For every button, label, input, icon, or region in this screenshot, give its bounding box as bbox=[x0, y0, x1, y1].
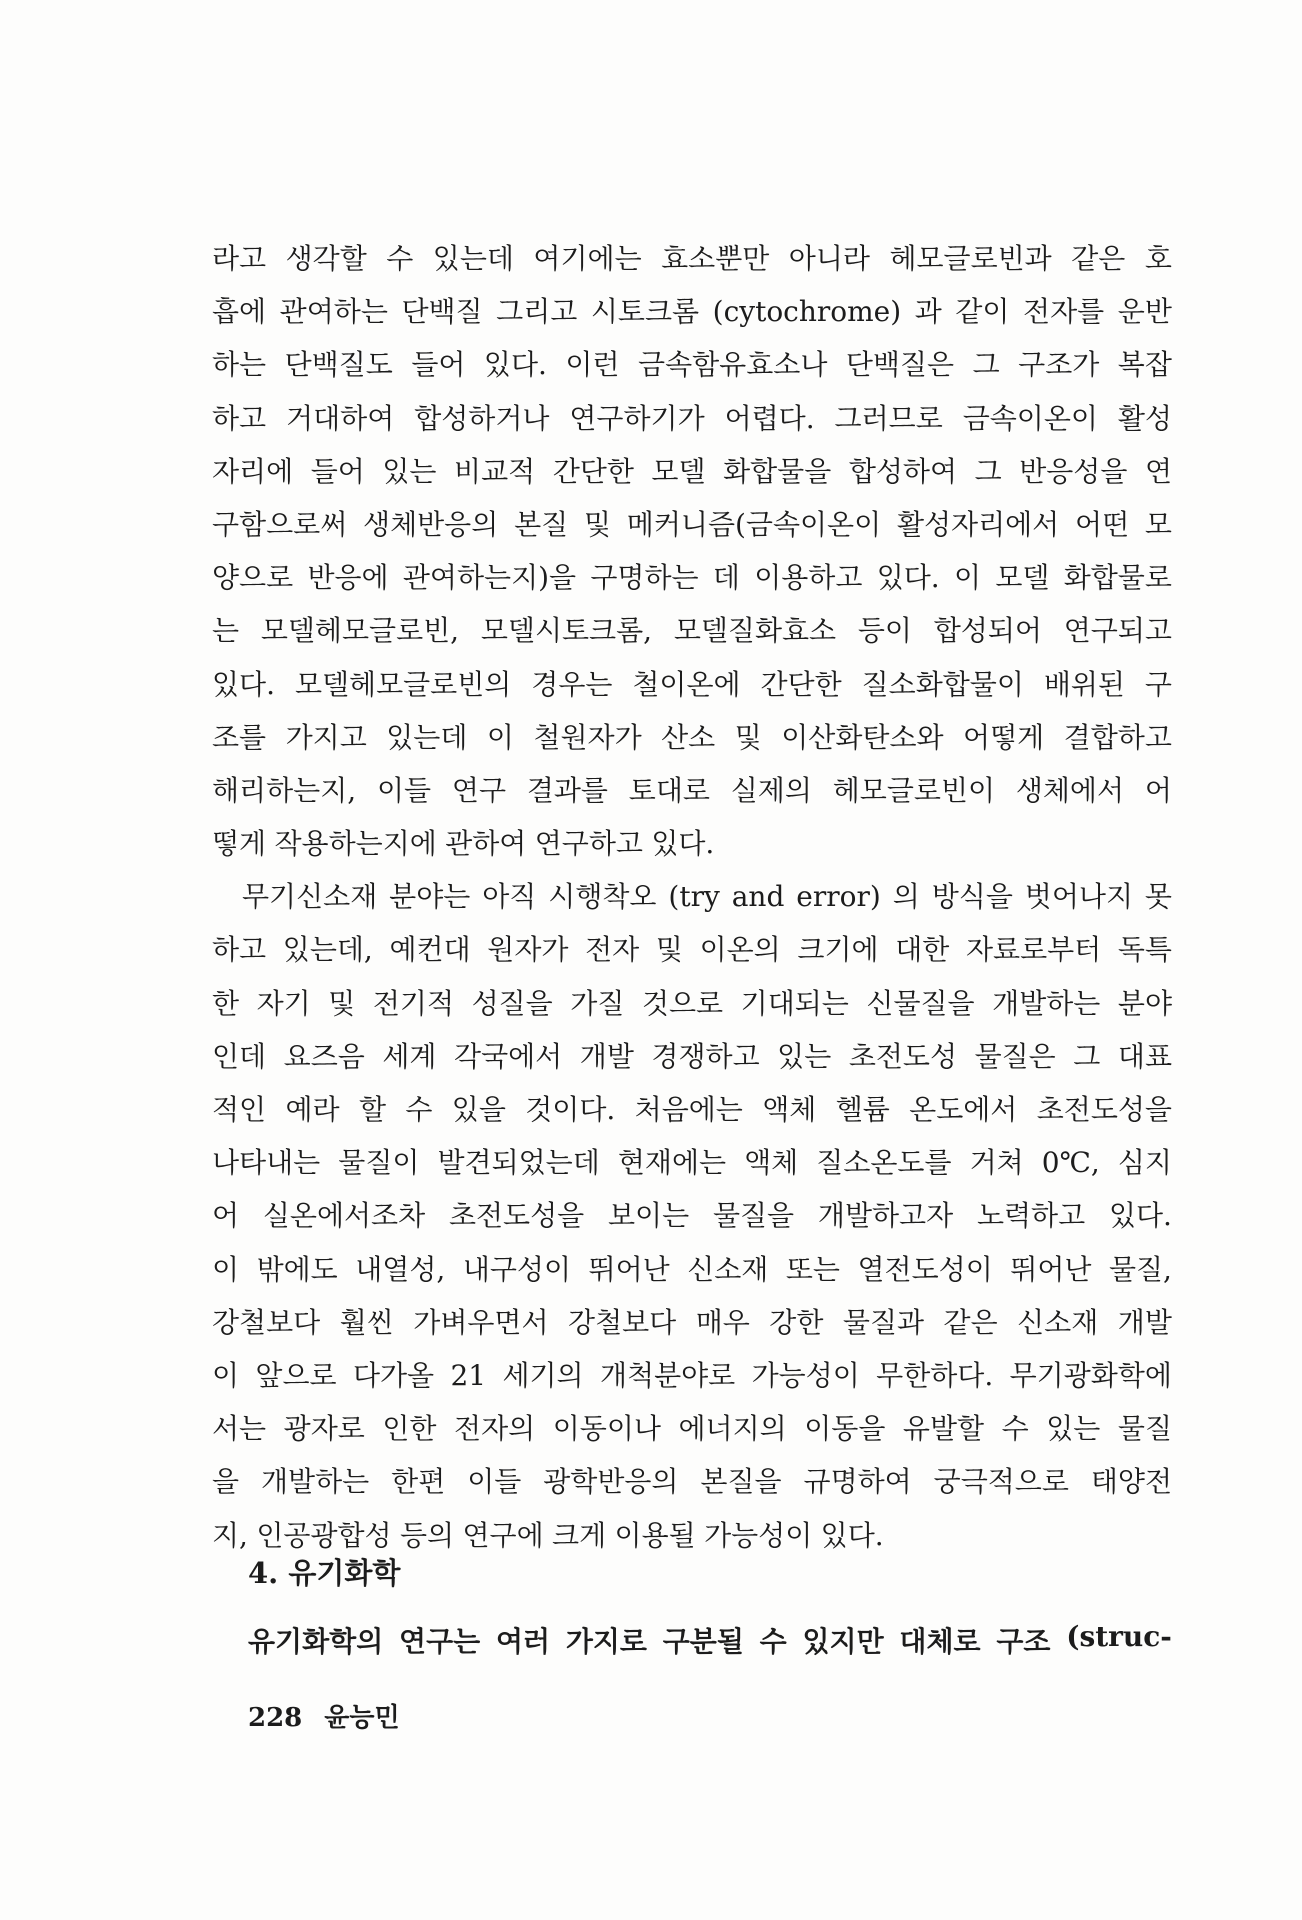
page-footer bbox=[248, 1697, 400, 1734]
paragraph-1-line: 조를 가지고 있는데 이 철원자가 산소 및 이산화탄소와 어떻게 결합하고 bbox=[212, 720, 1172, 754]
paragraph-1-line: 구함으로써 생체반응의 본질 및 메커니즘(금속이온이 활성자리에서 어떤 모 bbox=[212, 507, 1172, 541]
paragraph-1-line: 떻게 작용하는지에 관하여 연구하고 있다. bbox=[212, 827, 715, 861]
paragraph-2-line: 서는 광자로 인한 전자의 이동이나 에너지의 이동을 유발할 수 있는 물질 bbox=[212, 1412, 1172, 1446]
body-text bbox=[212, 232, 1172, 1562]
paragraph-2-line: 이 밖에도 내열성, 내구성이 뛰어난 신소재 또는 열전도성이 뛰어난 물질, bbox=[212, 1252, 1172, 1286]
paragraph-2-line: 어 실온에서조차 초전도성을 보이는 물질을 개발하고자 노력하고 있다. bbox=[212, 1199, 1172, 1233]
paragraph-1-line: 해리하는지, 이들 연구 결과를 토대로 실제의 헤모글로빈이 생체에서 어 bbox=[212, 773, 1172, 807]
author-name: 윤능민 bbox=[324, 1703, 400, 1733]
paragraph-2-line: 강철보다 훨씬 가벼우면서 강철보다 매우 강한 물질과 같은 신소재 개발 bbox=[212, 1305, 1172, 1339]
section-heading: 4. 유기화학 bbox=[248, 1556, 401, 1590]
paragraph-2-line: 인데 요즈음 세계 각국에서 개발 경쟁하고 있는 초전도성 물질은 그 대표 bbox=[212, 1039, 1172, 1073]
paragraph-1-line: 양으로 반응에 관여하는지)을 구명하는 데 이용하고 있다. 이 모델 화합물로 bbox=[212, 561, 1172, 595]
paragraph-2-line: 이 앞으로 다가올 21 세기의 개척분야로 가능성이 무한하다. 무기광화학에 bbox=[212, 1358, 1172, 1392]
section-first-line: 유기화학의 연구는 여러 가지로 구분될 수 있지만 대체로 구조 (struc- bbox=[248, 1620, 1172, 1658]
paragraph-1-line: 하고 거대하여 합성하거나 연구하기가 어렵다. 그러므로 금속이온이 활성 bbox=[212, 401, 1172, 435]
paragraph-2-line: 나타내는 물질이 발견되었는데 현재에는 액체 질소온도를 거쳐 0℃, 심지 bbox=[212, 1146, 1172, 1180]
paragraph-1-line: 하는 단백질도 들어 있다. 이런 금속함유효소나 단백질은 그 구조가 복잡 bbox=[212, 348, 1172, 382]
paragraph-1-line: 있다. 모델헤모글로빈의 경우는 철이온에 간단한 질소화합물이 배위된 구 bbox=[212, 667, 1172, 701]
paragraph-2-line: 한 자기 및 전기적 성질을 가질 것으로 기대되는 신물질을 개발하는 분야 bbox=[212, 986, 1172, 1020]
paragraph-1-line: 흡에 관여하는 단백질 그리고 시토크롬 (cytochrome) 과 같이 전자를 운반 bbox=[212, 295, 1172, 329]
page-number: 228 bbox=[248, 1703, 303, 1733]
paragraph-2-line: 지, 인공광합성 등의 연구에 크게 이용될 가능성이 있다. bbox=[212, 1518, 884, 1552]
paragraph-2-line: 하고 있는데, 예컨대 원자가 전자 및 이온의 크기에 대한 자료로부터 독특 bbox=[212, 933, 1172, 967]
paragraph-1-line: 라고 생각할 수 있는데 여기에는 효소뿐만 아니라 헤모글로빈과 같은 호 bbox=[212, 242, 1172, 275]
paragraph-2-line: 을 개발하는 한편 이들 광학반응의 본질을 규명하여 궁극적으로 태양전 bbox=[212, 1465, 1172, 1499]
paragraph-2-line: 적인 예라 할 수 있을 것이다. 처음에는 액체 헬륨 온도에서 초전도성을 bbox=[212, 1093, 1172, 1126]
paragraph-1-line: 는 모델헤모글로빈, 모델시토크롬, 모델질화효소 등이 합성되어 연구되고 bbox=[212, 614, 1172, 648]
paragraph-1-line: 자리에 들어 있는 비교적 간단한 모델 화합물을 합성하여 그 반응성을 연 bbox=[212, 454, 1172, 488]
paragraph-2-line: 무기신소재 분야는 아직 시행착오 (try and error) 의 방식을 벗어나지 못 bbox=[242, 880, 1172, 914]
